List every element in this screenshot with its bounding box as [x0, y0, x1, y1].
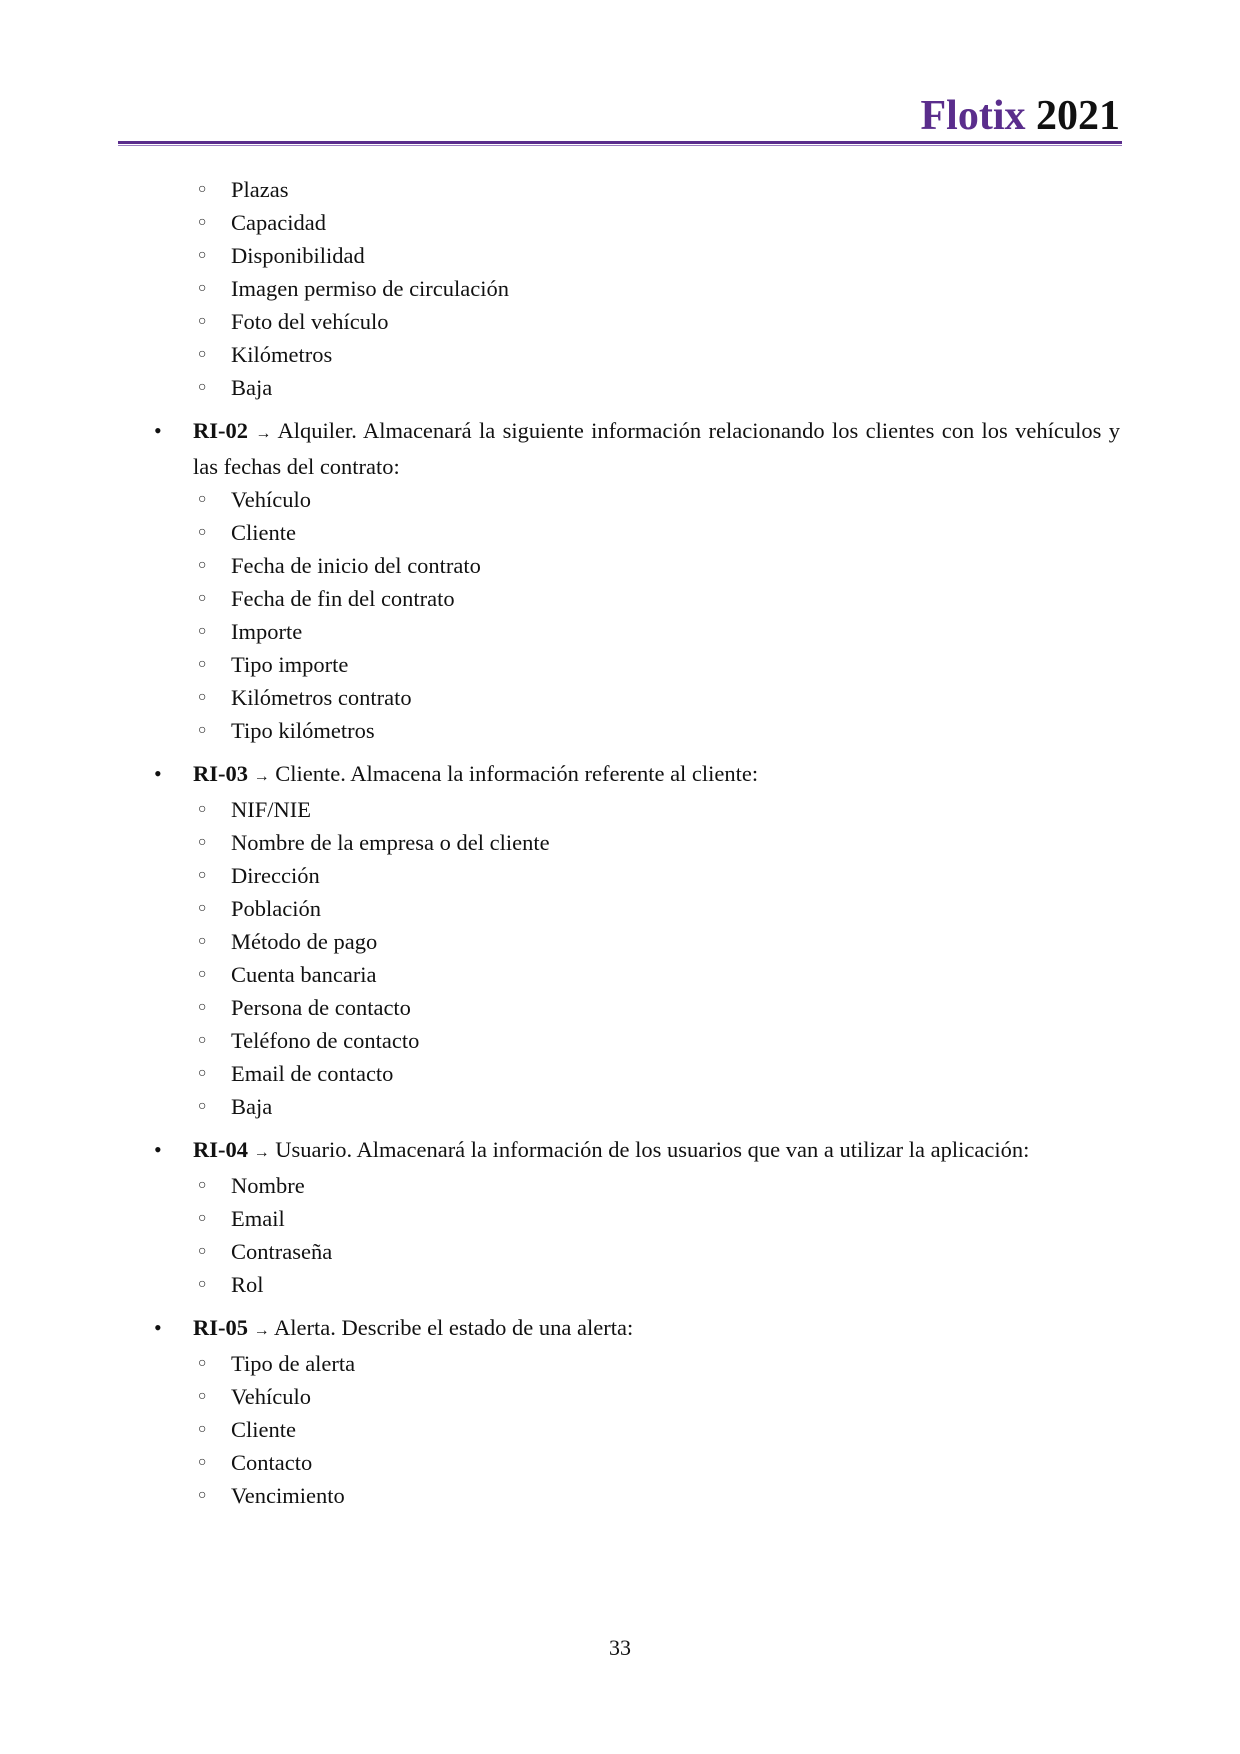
arrow-icon: →	[253, 1322, 270, 1339]
list-item: ○ Dirección	[0, 859, 1240, 892]
requirement-code: RI-05	[193, 1315, 248, 1340]
list-item: ○ Foto del vehículo	[0, 305, 1240, 338]
list-item: ○ Nombre	[0, 1169, 1240, 1202]
header-year: 2021	[1036, 93, 1120, 139]
list-item: ○ Vehículo	[0, 1380, 1240, 1413]
requirement-item	[0, 414, 1120, 483]
list-item: ○ Cuenta bancaria	[0, 958, 1240, 991]
requirement-item	[0, 1311, 1120, 1347]
list-item: ○ Persona de contacto	[0, 991, 1240, 1024]
list-item: ○ Contraseña	[0, 1235, 1240, 1268]
requirement-code: RI-03	[193, 761, 248, 786]
requirement-code: RI-02	[193, 418, 248, 443]
list-item: ○ Kilómetros contrato	[0, 681, 1240, 714]
arrow-icon: →	[255, 425, 272, 442]
list-item: ○ Baja	[0, 1090, 1240, 1123]
requirement-item	[0, 1133, 1120, 1169]
header-rule-thin	[118, 145, 1122, 146]
list-item: ○ Nombre de la empresa o del cliente	[0, 826, 1240, 859]
requirement-text: Alquiler. Almacenará la siguiente información relacionando los clientes con los vehículos y las fechas del contrato:	[193, 418, 1120, 479]
list-item: ○ Fecha de inicio del contrato	[0, 549, 1240, 582]
bullet-icon: •	[154, 1315, 162, 1340]
requirement-text: Usuario. Almacenará la información de los usuarios que van a utilizar la aplicación:	[275, 1137, 1030, 1162]
list-item: ○ Método de pago	[0, 925, 1240, 958]
list-item: ○ Contacto	[0, 1446, 1240, 1479]
arrow-icon: →	[253, 768, 270, 785]
requirement-code: RI-04	[193, 1137, 248, 1162]
bullet-icon: •	[154, 761, 162, 786]
list-item: ○ Email de contacto	[0, 1057, 1240, 1090]
bullet-icon: •	[154, 1137, 162, 1162]
list-item: ○ Importe	[0, 615, 1240, 648]
list-item: ○ Tipo importe	[0, 648, 1240, 681]
requirement-text: Alerta. Describe el estado de una alerta:	[274, 1315, 634, 1340]
list-item: ○ Disponibilidad	[0, 239, 1240, 272]
header-rule	[118, 141, 1122, 144]
page-number: 33	[609, 1635, 631, 1660]
document-body	[0, 173, 1240, 1512]
arrow-icon: →	[253, 1144, 270, 1161]
list-item: ○ Tipo kilómetros	[0, 714, 1240, 747]
list-item: ○ Vencimiento	[0, 1479, 1240, 1512]
page-header	[921, 88, 1120, 144]
list-item: ○ Vehículo	[0, 483, 1240, 516]
requirement-item	[0, 757, 1120, 793]
bullet-icon: •	[154, 418, 162, 443]
list-item: ○ NIF/NIE	[0, 793, 1240, 826]
list-item: ○ Baja	[0, 371, 1240, 404]
list-item: ○ Plazas	[0, 173, 1240, 206]
list-item: ○ Población	[0, 892, 1240, 925]
requirement-text: Cliente. Almacena la información referente al cliente:	[275, 761, 759, 786]
list-item: ○ Fecha de fin del contrato	[0, 582, 1240, 615]
header-brand: Flotix	[920, 93, 1026, 139]
list-item: ○ Teléfono de contacto	[0, 1024, 1240, 1057]
list-item: ○ Cliente	[0, 1413, 1240, 1446]
list-item: ○ Email	[0, 1202, 1240, 1235]
list-item: ○ Capacidad	[0, 206, 1240, 239]
list-item: ○ Imagen permiso de circulación	[0, 272, 1240, 305]
list-item: ○ Kilómetros	[0, 338, 1240, 371]
list-item: ○ Rol	[0, 1268, 1240, 1301]
list-item: ○ Tipo de alerta	[0, 1347, 1240, 1380]
list-item: ○ Cliente	[0, 516, 1240, 549]
